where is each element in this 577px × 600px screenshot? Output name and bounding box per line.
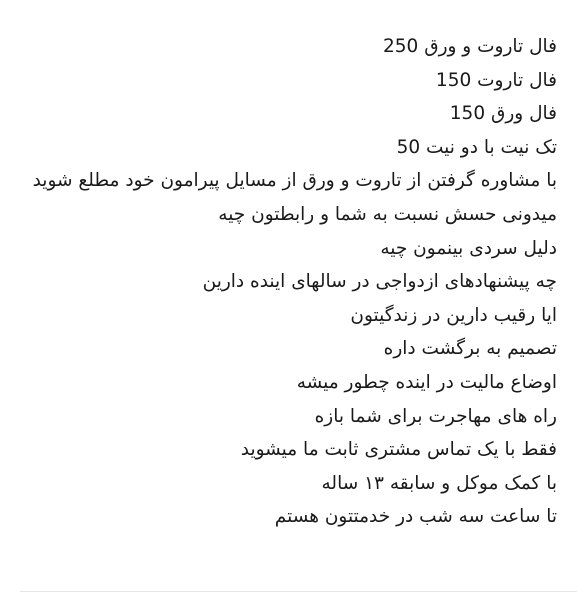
divider [20,591,577,592]
post-line: فال تاروت 150 [435,69,557,91]
post-line: فال ورق 150 [449,103,557,125]
post-line: فال تاروت و ورق 250 [383,36,557,57]
post-body [20,30,557,534]
post-line: اوضاع مالیت در اینده چطور میشه [296,371,557,393]
post-line: چه پیشنهادهای ازدواجی در سالهای اینده دارین [202,271,557,293]
post-line: تصمیم به برگشت داره [383,338,557,360]
post-line: با کمک موکل و سابقه ۱۳ ساله [321,472,557,494]
post-line: با مشاوره گرفتن از تاروت و ورق از مسایل پیرامون خود مطلع شوید [32,170,557,192]
post-line: دلیل سردی بینمون چیه [380,237,557,259]
post-line: تا ساعت سه شب در خدمتتون هستم [274,506,557,528]
post-line: ایا رقیب دارین در زندگیتون [350,304,557,326]
post-line: فقط با یک تماس مشتری ثابت ما میشوید [240,439,557,461]
post-line: راه های مهاجرت برای شما بازه [314,405,557,427]
post-line: میدونی حسش نسبت به شما و رابطتون چیه [218,203,557,225]
post-line: تک نیت با دو نیت 50 [396,136,557,158]
